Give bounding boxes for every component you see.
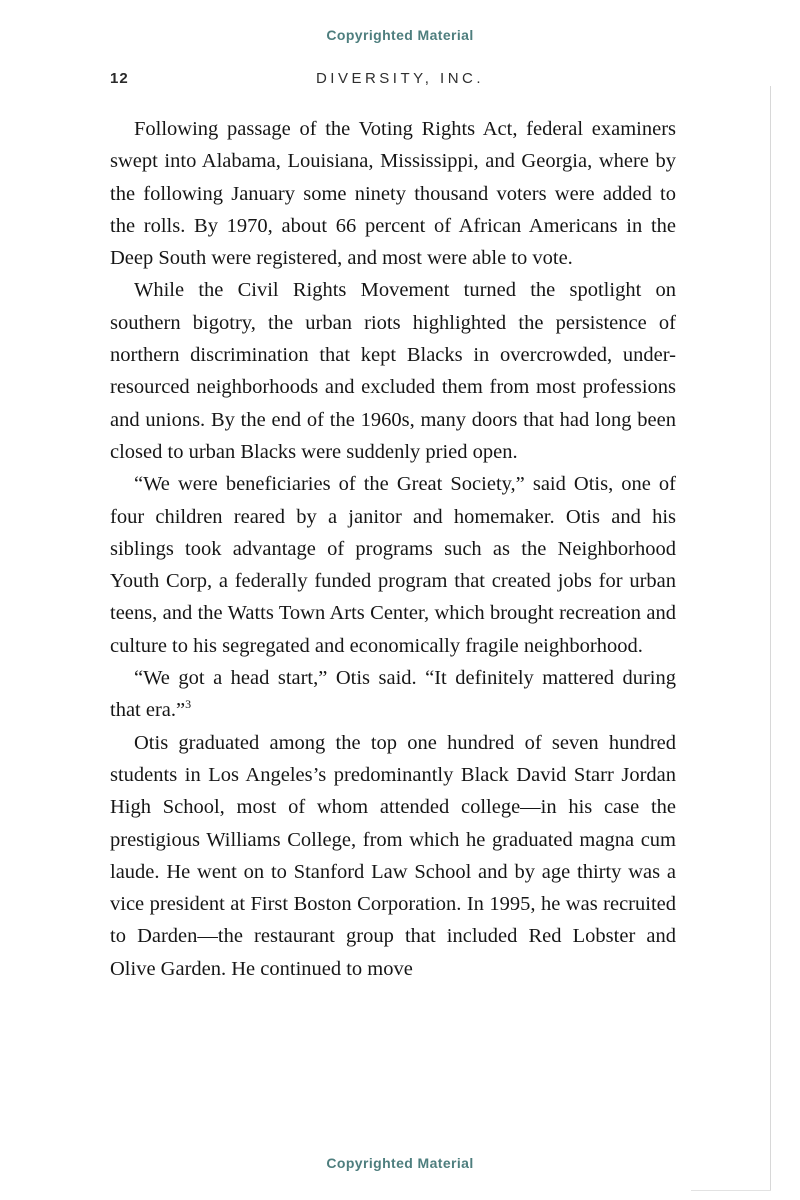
paragraph (110, 662, 676, 727)
copyright-notice-top: Copyrighted Material (326, 27, 474, 43)
page-number: 12 (110, 70, 129, 87)
copyright-notice-bottom: Copyrighted Material (326, 1155, 474, 1171)
body-text (110, 113, 676, 985)
paragraph-text: “We got a head start,” Otis said. “It definitely mattered during that era.” (110, 667, 676, 722)
page-edge-line-bottom (691, 1190, 771, 1191)
running-head-title: DIVERSITY, INC. (315, 70, 485, 87)
page-edge-line-right (770, 86, 771, 1191)
paragraph: “We were beneficiaries of the Great Society,” said Otis, one of four children reared by a janitor and homemaker. Otis and his siblings took advantage of programs such as the Neighborhood Youth Corp, a federally funded program that created jobs for urban teens, and the Watts Town Arts Center, which brought recreation and culture to his segregated and economically fragile neighborhood. (110, 473, 676, 657)
page-header (0, 70, 800, 90)
paragraph: Otis graduated among the top one hundred of seven hundred students in Los Angeles’s predominantly Black David Starr Jordan High School, most of whom attended college—in his case the prestigious Williams College, from which he graduated magna cum laude. He went on to Stanford Law School and by age thirty was a vice president at First Boston Corporation. In 1995, he was recruited to Darden—the restaurant group that included Red Lobster and Olive Garden. He continued to move (110, 731, 676, 980)
paragraph: While the Civil Rights Movement turned the spotlight on southern bigotry, the urban riots highlighted the persistence of northern discrimination that kept Blacks in overcrowded, under-resourced neighborhoods and excluded them from most professions and unions. By the end of the 1960s, many doors that had long been closed to urban Blacks were suddenly pried open. (110, 279, 676, 463)
paragraph: Following passage of the Voting Rights Act, federal examiners swept into Alabama, Louisiana, Mississippi, and Georgia, where by the following January some ninety thousand voters were added to the rolls. By 1970, about 66 percent of African Americans in the Deep South were registered, and most were able to vote. (110, 118, 676, 270)
footnote-reference: 3 (185, 697, 192, 712)
